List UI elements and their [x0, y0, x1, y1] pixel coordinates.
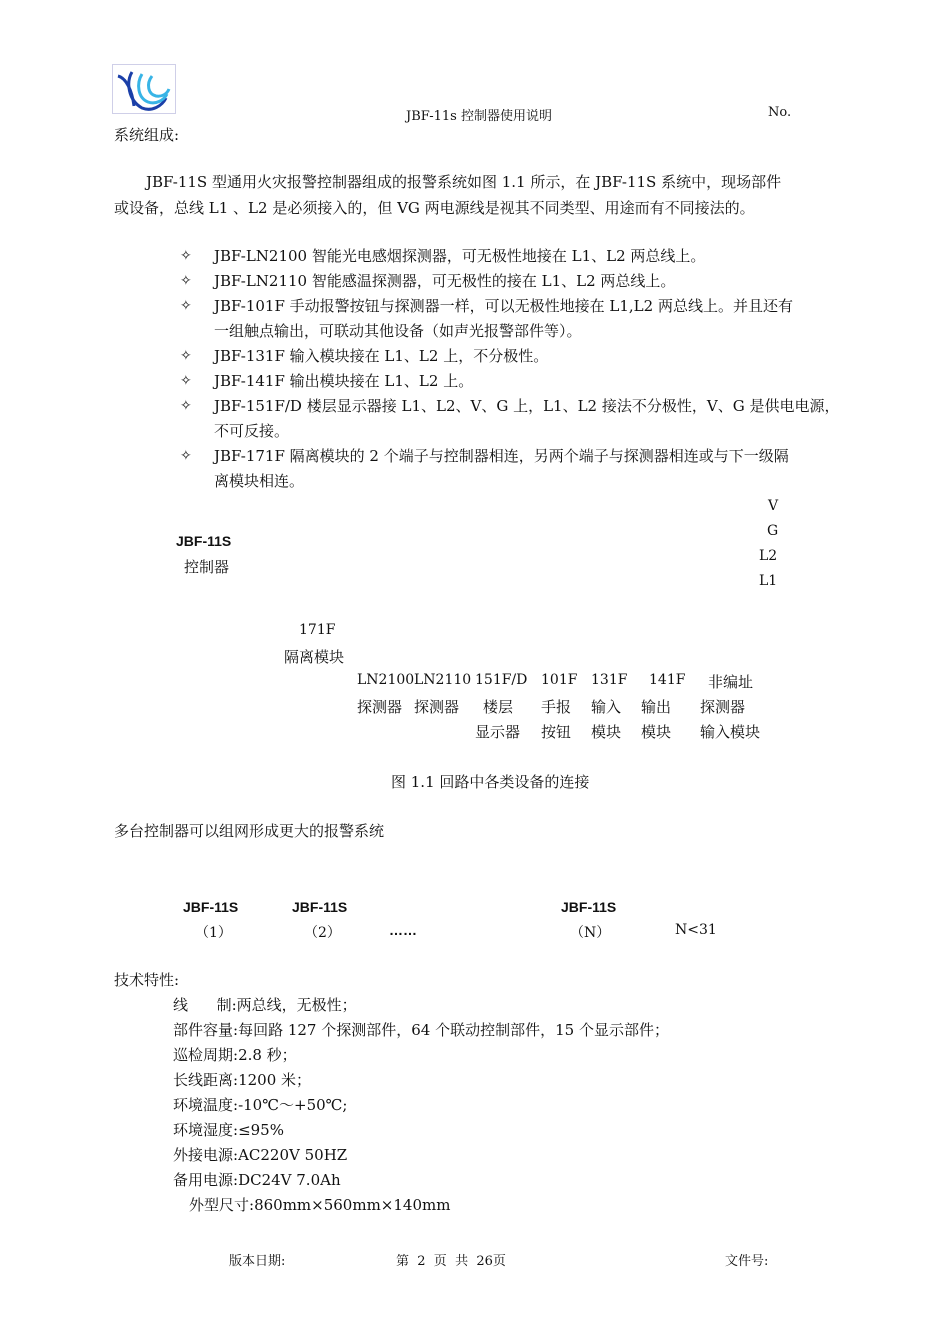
network-description: 多台控制器可以组网形成更大的报警系统	[114, 822, 385, 840]
bullet-line-continued: 一组触点输出，可联动其他设备（如声光报警部件等）。	[214, 322, 582, 340]
intro-line-1: JBF-11S 型通用火灾报警控制器组成的报警系统如图 1.1 所示，在 JBF-11S 系统中，现场部件	[146, 173, 782, 191]
spec-value: 1200 米；	[238, 1071, 312, 1089]
device-label: 探测器	[357, 698, 403, 716]
device-model: 151F/D	[475, 672, 528, 688]
bus-line-g: G	[767, 523, 779, 539]
bus-line-l2: L2	[759, 548, 778, 564]
bus-line-v: V	[768, 498, 779, 514]
device-model: 非编址	[708, 673, 754, 691]
bullet-line: JBF-151F/D 楼层显示器接 L1、L2、V、G 上，L1、L2 接法不分极性，V、G 是供电电源，	[214, 397, 840, 415]
bullet-icon: ✧	[180, 273, 192, 289]
controller-label: 控制器	[184, 558, 230, 576]
bullet-line-continued: 离模块相连。	[214, 472, 305, 490]
bullet-icon: ✧	[180, 298, 192, 314]
device-label: 楼层	[483, 698, 514, 716]
intro-line-2: 或设备，总线 L1 、L2 是必须接入的，但 VG 两电源线是视其不同类型、用途而有不同接法的。	[114, 199, 755, 217]
bullet-line: JBF-141F 输出模块接在 L1、L2 上。	[214, 372, 474, 390]
network-unit-model: JBF-11S	[183, 899, 239, 915]
section-title-system: 系统组成:	[114, 126, 180, 144]
device-label: 探测器	[700, 698, 746, 716]
device-label: 手报	[541, 698, 572, 716]
footer-version-date: 版本日期:	[229, 1254, 286, 1269]
spec-value: 860mm×560mm×140mm	[254, 1196, 451, 1214]
isolator-label: 隔离模块	[284, 648, 345, 666]
spec-value: 两总线，无极性；	[236, 996, 357, 1014]
spec-label: 备用电源:	[173, 1171, 239, 1189]
bullet-icon: ✧	[180, 373, 192, 389]
footer-page-number: 第 2 页 共 26页	[396, 1254, 506, 1269]
bullet-icon: ✧	[180, 348, 192, 364]
spec-row	[173, 1094, 348, 1115]
device-label: 探测器	[414, 698, 460, 716]
footer-file-number: 文件号:	[725, 1254, 769, 1269]
spec-row	[173, 994, 357, 1015]
network-unit-index: （2）	[304, 925, 341, 941]
device-label-line2: 按钮	[541, 723, 572, 741]
network-ellipsis: ……	[389, 922, 417, 938]
isolator-model: 171F	[299, 622, 336, 638]
bullet-line-continued: 不可反接。	[214, 422, 290, 440]
bullet-icon: ✧	[180, 448, 192, 464]
bullet-line: JBF-LN2110 智能感温探测器，可无极性的接在 L1、L2 两总线上。	[214, 272, 676, 290]
header-title: JBF-11s 控制器使用说明	[406, 109, 552, 124]
spec-value: AC220V 50HZ	[238, 1146, 348, 1164]
device-model: LN2110	[414, 672, 472, 688]
specs-title: 技术特性:	[114, 971, 180, 989]
spec-row	[173, 1069, 311, 1090]
device-label: 输入	[591, 698, 622, 716]
device-label-line2: 显示器	[475, 723, 521, 741]
spec-row	[189, 1194, 450, 1215]
device-label-line2: 输入模块	[700, 723, 761, 741]
device-label: 输出	[641, 698, 672, 716]
bullet-line: JBF-131F 输入模块接在 L1、L2 上，不分极性。	[214, 347, 549, 365]
controller-model: JBF-11S	[176, 533, 232, 549]
bullet-line: JBF-LN2100 智能光电感烟探测器，可无极性地接在 L1、L2 两总线上。	[214, 247, 706, 265]
spec-row	[173, 1119, 284, 1140]
spec-value: 2.8 秒；	[238, 1046, 297, 1064]
bullet-icon: ✧	[180, 248, 192, 264]
network-unit-model: JBF-11S	[292, 899, 348, 915]
device-label-line2: 模块	[641, 723, 672, 741]
spec-row	[173, 1019, 669, 1040]
spec-value: -10℃～+50℃;	[238, 1096, 348, 1114]
bullet-line: JBF-171F 隔离模块的 2 个端子与控制器相连，另两个端子与探测器相连或与下一级隔	[214, 447, 789, 465]
spec-row	[173, 1044, 297, 1065]
spec-value: ≤95%	[238, 1121, 284, 1139]
spec-label: 外接电源:	[173, 1146, 239, 1164]
device-label-line2: 模块	[591, 723, 622, 741]
spec-row	[173, 1169, 341, 1190]
spec-label: 外型尺寸:	[189, 1196, 255, 1214]
bus-line-l1: L1	[759, 573, 778, 589]
network-unit-index: （1）	[195, 925, 232, 941]
network-unit-model: JBF-11S	[561, 899, 617, 915]
bullet-line: JBF-101F 手动报警按钮与探测器一样，可以无极性地接在 L1,L2 两总线上。并且还有	[214, 297, 793, 315]
bullet-icon: ✧	[180, 398, 192, 414]
figure-caption: 图 1.1 回路中各类设备的连接	[391, 773, 590, 791]
device-model: 131F	[591, 672, 628, 688]
spec-label: 长线距离:	[173, 1071, 239, 1089]
spec-label: 线 制:	[173, 996, 237, 1014]
spec-value: 每回路 127 个探测部件，64 个联动控制部件，15 个显示部件；	[238, 1021, 669, 1039]
header-number-label: No.	[768, 105, 792, 120]
spec-label: 部件容量:	[173, 1021, 239, 1039]
spec-label: 环境湿度:	[173, 1121, 239, 1139]
spec-label: 环境温度:	[173, 1096, 239, 1114]
device-model: LN2100	[357, 672, 415, 688]
spec-label: 巡检周期:	[173, 1046, 239, 1064]
spec-value: DC24V 7.0Ah	[238, 1171, 341, 1189]
company-logo-icon	[112, 64, 176, 114]
network-limit: N<31	[675, 922, 717, 938]
device-model: 101F	[541, 672, 578, 688]
device-model: 141F	[649, 672, 686, 688]
network-unit-index: （N）	[570, 925, 611, 941]
spec-row	[173, 1144, 347, 1165]
